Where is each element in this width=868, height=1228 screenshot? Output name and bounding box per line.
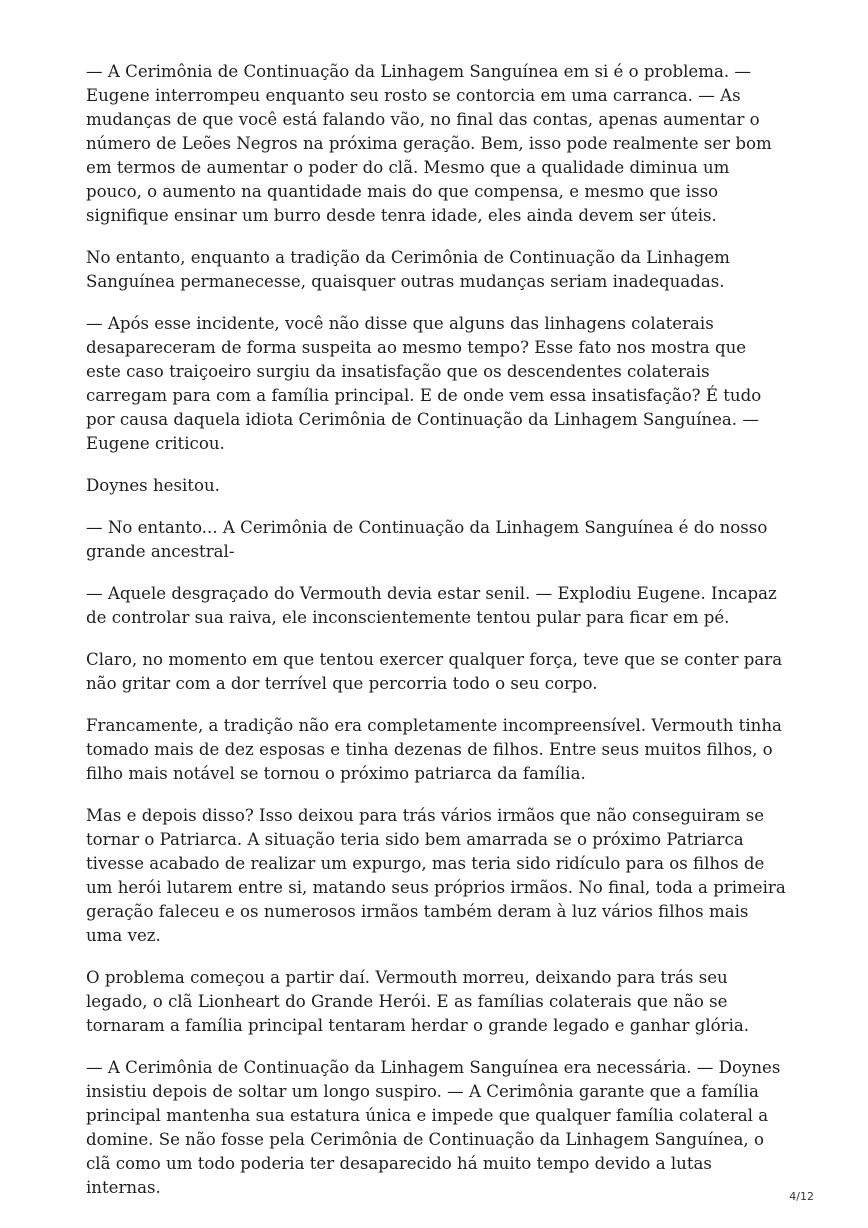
- paragraph-10: O problema começou a partir daí. Vermouth morreu, deixando para trás seu legado, o clã Lionheart do Grande Herói. E as famílias colaterais que não se tornaram a família principal tentaram herdar o grande legado e ganhar glória.: [86, 968, 750, 1035]
- paragraph-11: — A Cerimônia de Continuação da Linhagem Sanguínea era necessária. — Doynes insistiu depois de soltar um longo suspiro. — A Cerimônia garante que a família principal mantenha sua estatura única e impede que qualquer família colateral a domine. Se não fosse pela Cerimônia de Continuação da Linhagem Sanguínea, o clã como um todo poderia ter desaparecido há muito tempo devido a lutas internas.: [86, 1058, 781, 1197]
- paragraph-6: — Aquele desgraçado do Vermouth devia estar senil. — Explodiu Eugene. Incapaz de controlar sua raiva, ele inconscientemente tentou pular para ficar em pé.: [86, 584, 777, 627]
- page-number: 4/12: [789, 1190, 814, 1203]
- paragraph-7: Claro, no momento em que tentou exercer qualquer força, teve que se conter para não gritar com a dor terrível que percorria todo o seu corpo.: [86, 650, 783, 693]
- document-page: [86, 60, 786, 1218]
- paragraph-5: — No entanto... A Cerimônia de Continuação da Linhagem Sanguínea é do nosso grande ancestral-: [86, 518, 768, 561]
- paragraph-3: — Após esse incidente, você não disse que alguns das linhagens colaterais desapareceram de forma suspeita ao mesmo tempo? Esse fato nos mostra que este caso traiçoeiro surgiu da insatisfação que os descendentes colaterais carregam para com a família principal. E de onde vem essa insatisfação? É tudo por causa daquela idiota Cerimônia de Continuação da Linhagem Sanguínea. — Eugene criticou.: [86, 314, 762, 453]
- paragraph-8: Francamente, a tradição não era completamente incompreensível. Vermouth tinha tomado mais de dez esposas e tinha dezenas de filhos. Entre seus muitos filhos, o filho mais notável se tornou o próximo patriarca da família.: [86, 716, 782, 783]
- paragraph-4: Doynes hesitou.: [86, 476, 220, 495]
- paragraph-1: — A Cerimônia de Continuação da Linhagem Sanguínea em si é o problema. — Eugene interrompeu enquanto seu rosto se contorcia em uma carranca. — As mudanças de que você está falando vão, no final das contas, apenas aumentar o número de Leões Negros na próxima geração. Bem, isso pode realmente ser bom em termos de aumentar o poder do clã. Mesmo que a qualidade diminua um pouco, o aumento na quantidade mais do que compensa, e mesmo que isso signifique ensinar um burro desde tenra idade, eles ainda devem ser úteis.: [86, 62, 772, 225]
- paragraph-2: No entanto, enquanto a tradição da Cerimônia de Continuação da Linhagem Sanguínea permanecesse, quaisquer outras mudanças seriam inadequadas.: [86, 248, 730, 291]
- paragraph-9: Mas e depois disso? Isso deixou para trás vários irmãos que não conseguiram se tornar o Patriarca. A situação teria sido bem amarrada se o próximo Patriarca tivesse acabado de realizar um expurgo, mas teria sido ridículo para os filhos de um herói lutarem entre si, matando seus próprios irmãos. No final, toda a primeira geração faleceu e os numerosos irmãos também deram à luz vários filhos mais uma vez.: [86, 806, 786, 945]
